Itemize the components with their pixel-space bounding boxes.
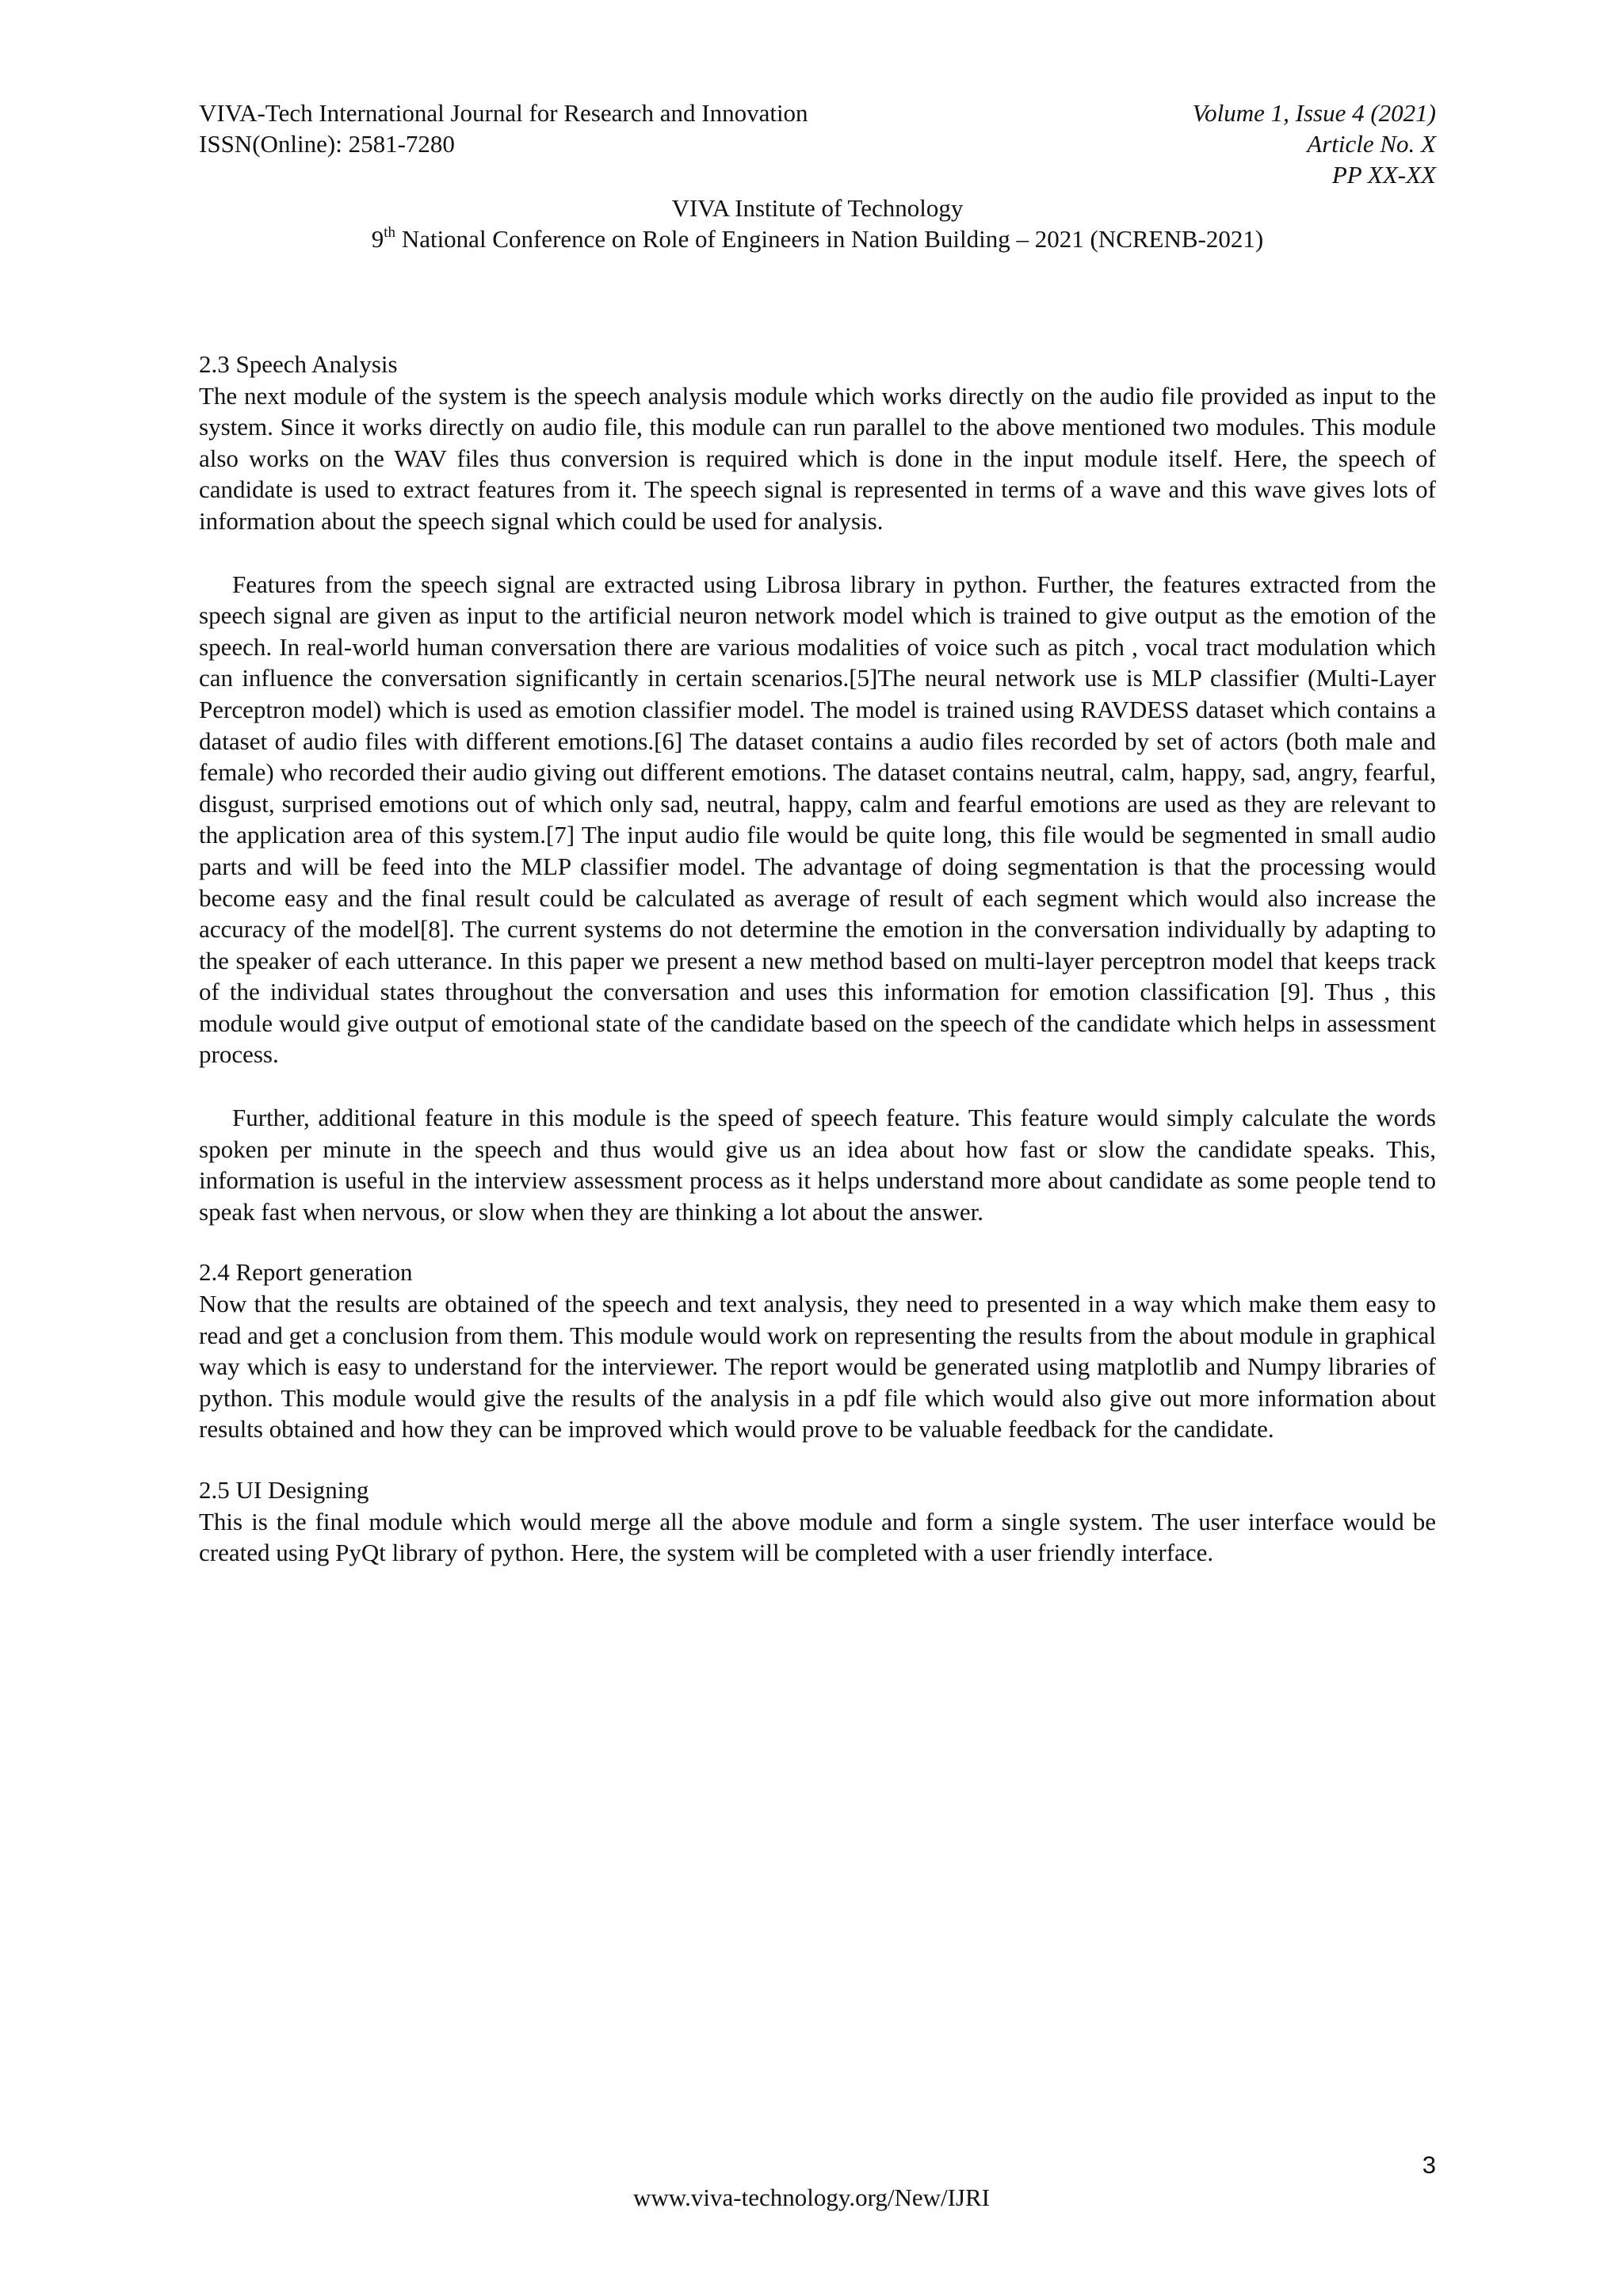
volume-issue: Volume 1, Issue 4 (2021) <box>1192 99 1436 127</box>
article-number: Article No. X <box>1307 130 1436 158</box>
section-heading-2-3: 2.3 Speech Analysis <box>199 350 398 378</box>
speech-analysis-para-1: The next module of the system is the speech analysis module which works directly on the audio file provided as input to the system. Since it works directly on audio file, this module can run parallel to the above mentioned two modules. This module also works on the WAV files thus conversion is required which is done in the input module itself. Here, the speech of candidate is used to extract features from it. The speech signal is represented in terms of a wave and this wave gives lots of information about the speech signal which could be used for analysis. <box>199 381 1436 535</box>
speech-analysis-para-2: Features from the speech signal are extracted using Librosa library in python. Further, the features extracted from the speech signal are given as input to the artificial neuron network model which is trained to give output as the emotion of the speech. In real-world human conversation there are various modalities of voice such as pitch , vocal tract modulation which can influence the conversation significantly in certain scenarios.[5]The neural network use is MLP classifier (Multi-Layer Perceptron model) which is used as emotion classifier model. The model is trained using RAVDESS dataset which contains a dataset of audio files with different emotions.[6] The dataset contains a audio files recorded by set of actors (both male and female) who recorded their audio giving out different emotions. The dataset contains neutral, calm, happy, sad, angry, fearful, disgust, surprised emotions out of which only sad, neutral, happy, calm and fearful emotions are used as they are relevant to the application area of this system.[7] The input audio file would be quite long, this file would be segmented in small audio parts and will be feed into the MLP classifier model. The advantage of doing segmentation is that the processing would become easy and the final result could be calculated as average of result of each segment which would also increase the accuracy of the model[8]. The current systems do not determine the emotion in the conversation individually by adapting to the speaker of each utterance. In this paper we present a new method based on multi-layer perceptron model that keeps track of the individual states throughout the conversation and uses this information for emotion classification [9]. Thus , this module would give output of emotional state of the candidate based on the speech of the candidate which helps in assessment process. <box>199 570 1436 1069</box>
ui-designing-para: This is the final module which would merge all the above module and form a single system. The user interface would be created using PyQt library of python. Here, the system will be completed with a user friendly interface. <box>199 1507 1436 1567</box>
issn: ISSN(Online): 2581-7280 <box>199 130 455 158</box>
paragraph-gap <box>199 1070 1436 1102</box>
section-heading-2-4: 2.4 Report generation <box>199 1258 413 1287</box>
report-generation-para: Now that the results are obtained of the speech and text analysis, they need to presented in a way which make them easy to read and get a conclusion from them. This module would work on representing the results from the about module in graphical way which is easy to understand for the interviewer. The report would be generated using matplotlib and Numpy libraries of python. This module would give the results of the analysis in a pdf file which would also give out more information about results obtained and how they can be improved which would prove to be valuable feedback for the candidate. <box>199 1290 1436 1444</box>
conference-ordinal: 9 <box>371 225 384 253</box>
page-number: 3 <box>1422 2151 1436 2179</box>
institute-name: VIVA Institute of Technology <box>671 194 964 222</box>
header-row-3 <box>199 158 1436 192</box>
footer-url: www.viva-technology.org/New/IJRI <box>633 2183 990 2211</box>
conference-title <box>199 223 1436 256</box>
paragraph-gap <box>199 1227 1436 1257</box>
conference-ordinal-suffix: th <box>384 223 396 241</box>
speech-analysis-para-3: Further, additional feature in this module is the speed of speech feature. This feature would simply calculate the words spoken per minute in the speech and thus would give us an idea about how fast or slow the candidate speaks. This, information is useful in the interview assessment process as it helps understand more about candidate as some people tend to speak fast when nervous, or slow when they are thinking a lot about the answer. <box>199 1104 1436 1226</box>
section-heading-2-5: 2.5 UI Designing <box>199 1476 369 1504</box>
conference-name: National Conference on Role of Engineers in Nation Building – 2021 (NCRENB-2021) <box>395 225 1264 253</box>
header-row-1 <box>199 97 1436 130</box>
article-body <box>199 349 1436 1569</box>
header-row-2 <box>199 128 1436 161</box>
journal-name: VIVA-Tech International Journal for Research and Innovation <box>199 99 808 127</box>
paragraph-gap <box>199 537 1436 569</box>
page-range: PP XX-XX <box>1331 161 1436 189</box>
paragraph-gap <box>199 1445 1436 1474</box>
